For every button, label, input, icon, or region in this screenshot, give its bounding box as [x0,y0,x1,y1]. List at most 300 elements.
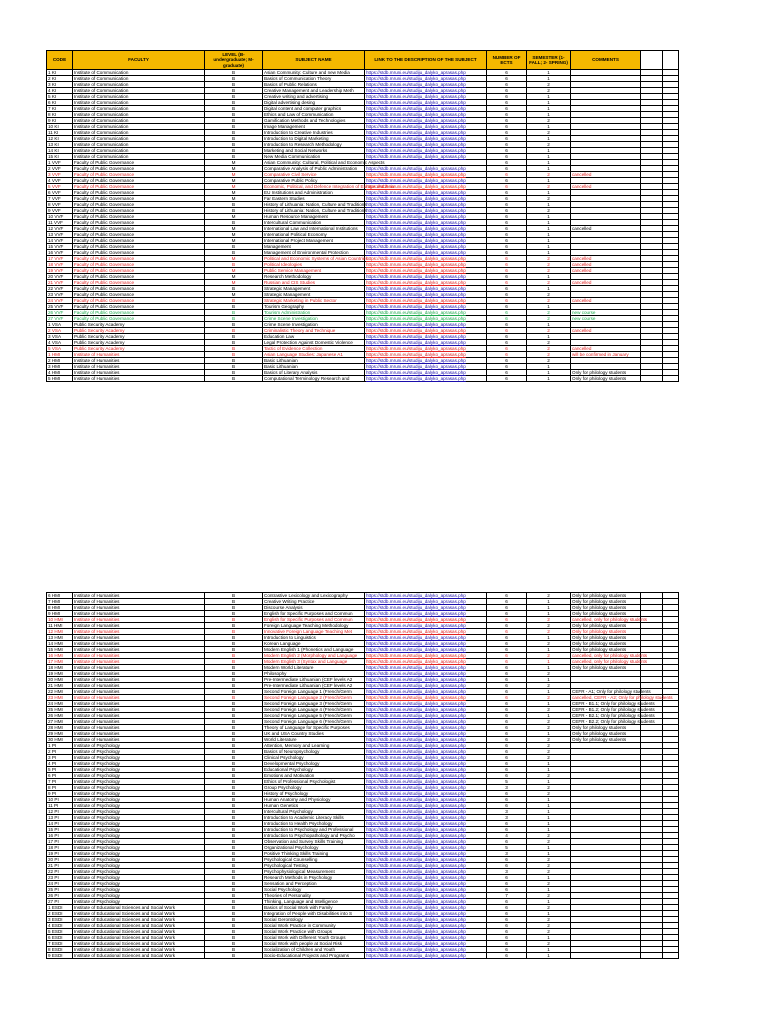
link-cell[interactable]: https://stdb.mruni.eu/studiju_dalyko_aprasas.php [365,94,487,100]
subject-cell: Asian Language Studies: Japanese A1 [263,352,365,358]
link-cell[interactable]: https://stdb.mruni.eu/studiju_dalyko_aprasas.php [365,929,487,935]
ects-cell: 6 [487,713,527,719]
comments-cell: cancelled, only for philology students [572,659,648,664]
semester-cell: 2 [527,917,571,923]
link-cell[interactable]: https://stdb.mruni.eu/studiju_dalyko_aprasas.php [365,701,487,707]
code-cell: 21 HMI [47,683,73,689]
subject-cell: Social Gerontology [263,917,365,923]
link-cell[interactable]: https://stdb.mruni.eu/studiju_dalyko_aprasas.php [365,268,487,274]
semester-cell: 1 [527,815,571,821]
link-cell[interactable]: https://stdb.mruni.eu/studiju_dalyko_aprasas.php [365,214,487,220]
ects-cell: 6 [487,232,527,238]
link-cell[interactable]: https://stdb.mruni.eu/studiju_dalyko_aprasas.php [365,232,487,238]
link-cell[interactable]: https://stdb.mruni.eu/studiju_dalyko_aprasas.php [365,761,487,767]
ects-cell: 6 [487,695,527,701]
link-cell[interactable]: https://stdb.mruni.eu/studiju_dalyko_aprasas.php [365,340,487,346]
code-cell: 9 HMI [47,611,73,617]
link-cell[interactable]: https://stdb.mruni.eu/studiju_dalyko_aprasas.php [365,130,487,136]
level-cell: B [205,112,263,118]
level-cell: M [205,160,263,166]
link-cell[interactable]: https://stdb.mruni.eu/studiju_dalyko_aprasas.php [365,743,487,749]
level-cell: B [205,731,263,737]
faculty-cell: Faculty of Public Governance [73,280,205,286]
level-cell: B [205,208,263,214]
subject-cell: Ethics and Law of Communication [263,112,365,118]
link-cell[interactable]: https://stdb.mruni.eu/studiju_dalyko_aprasas.php [365,623,487,629]
link-cell[interactable]: https://stdb.mruni.eu/studiju_dalyko_aprasas.php [365,322,487,328]
level-cell: B [205,202,263,208]
link-cell[interactable]: https://stdb.mruni.eu/studiju_dalyko_aprasas.php [365,899,487,905]
link-cell[interactable]: https://stdb.mruni.eu/studiju_dalyko_aprasas.php [365,953,487,959]
level-cell: B [205,142,263,148]
faculty-cell: Institute of Humanities [73,683,205,689]
link-cell[interactable]: https://stdb.mruni.eu/studiju_dalyko_aprasas.php [365,196,487,202]
semester-cell: 1 [527,160,571,166]
link-cell[interactable]: https://stdb.mruni.eu/studiju_dalyko_aprasas.php [365,689,487,695]
link-cell[interactable]: https://stdb.mruni.eu/studiju_dalyko_aprasas.php [365,905,487,911]
code-cell: 9 ESDI [47,953,73,959]
comments-cell: cancelled [571,298,641,304]
semester-cell: 2 [527,893,571,899]
level-cell: B [205,220,263,226]
ects-cell: 6 [487,953,527,959]
code-cell: 19 VVF [47,268,73,274]
link-cell[interactable]: https://stdb.mruni.eu/studiju_dalyko_aprasas.php [365,220,487,226]
ects-cell: 6 [487,256,527,262]
link-cell[interactable]: https://stdb.mruni.eu/studiju_dalyko_aprasas.php [365,370,487,376]
faculty-cell: Institute of Communication [73,112,205,118]
semester-cell: 1 [527,887,571,893]
code-cell: 27 PI [47,899,73,905]
level-cell: B [205,352,263,358]
link-cell[interactable]: https://stdb.mruni.eu/studiju_dalyko_aprasas.php [365,719,487,725]
faculty-cell: Institute of Communication [73,130,205,136]
link-cell[interactable]: https://stdb.mruni.eu/studiju_dalyko_aprasas.php [365,274,487,280]
link-cell[interactable]: https://stdb.mruni.eu/studiju_dalyko_aprasas.php [365,917,487,923]
level-cell: M [205,226,263,232]
ects-cell: 6 [487,863,527,869]
link-cell[interactable]: https://stdb.mruni.eu/studiju_dalyko_aprasas.php [365,893,487,899]
level-cell: B [205,953,263,959]
link-cell[interactable]: https://stdb.mruni.eu/studiju_dalyko_aprasas.php [365,202,487,208]
faculty-cell: Institute of Educational Sciences and Social Work [73,911,205,917]
semester-cell: 1 [527,124,571,130]
subject-cell: History of Lithuania: Nation, Culture and Traditions [264,202,367,207]
faculty-cell: Institute of Communication [73,94,205,100]
semester-cell: 2 [527,352,571,358]
link-cell[interactable]: https://stdb.mruni.eu/studiju_dalyko_aprasas.php [365,857,487,863]
subject-cell: New Media Communication [263,154,365,160]
ects-cell: 6 [487,178,527,184]
faculty-cell: Institute of Psychology [73,839,205,845]
ects-cell: 6 [487,376,527,382]
link-cell[interactable]: https://stdb.mruni.eu/studiju_dalyko_aprasas.php [365,629,487,635]
ects-cell: 6 [487,671,527,677]
semester-cell: 2 [527,172,571,178]
semester-cell: 2 [527,118,571,124]
comments-cell: Only for philology students [571,647,641,653]
code-cell: 7 PI [47,779,73,785]
link-cell[interactable]: https://stdb.mruni.eu/studiju_dalyko_aprasas.php [365,316,487,322]
ects-cell: 5 [487,845,527,851]
link-cell[interactable]: https://stdb.mruni.eu/studiju_dalyko_aprasas.php [365,881,487,887]
level-cell: B [205,82,263,88]
link-cell[interactable]: https://stdb.mruni.eu/studiju_dalyko_aprasas.php [365,118,487,124]
subject-cell: Basics of Communication Theory [263,76,365,82]
subject-cell: Tactic of Evidence Collection [263,346,365,352]
comments-cell: cancelled [571,184,641,190]
ects-cell: 6 [487,647,527,653]
subject-cell: Innovative Foreign Language Teaching Met [263,629,365,635]
ects-cell: 6 [487,683,527,689]
courses-table-2 [46,592,679,959]
link-cell[interactable]: https://stdb.mruni.eu/studiju_dalyko_aprasas.php [365,797,487,803]
code-cell: 24 VVF [47,298,73,304]
semester-cell: 1 [527,376,571,382]
link-cell[interactable]: https://stdb.mruni.eu/studiju_dalyko_aprasas.php [365,82,487,88]
link-cell[interactable]: https://stdb.mruni.eu/studiju_dalyko_aprasas.php [365,911,487,917]
level-cell: B [205,94,263,100]
link-cell[interactable]: https://stdb.mruni.eu/studiju_dalyko_aprasas.php [365,100,487,106]
ects-cell: 6 [487,659,527,665]
ects-cell: 4 [487,833,527,839]
faculty-cell: Institute of Educational Sciences and Social Work [73,905,205,911]
level-cell: B [205,154,263,160]
ects-cell: 6 [487,635,527,641]
link-cell[interactable]: https://stdb.mruni.eu/studiju_dalyko_aprasas.php [365,617,487,623]
link-cell[interactable]: https://stdb.mruni.eu/studiju_dalyko_aprasas.php [365,941,487,947]
level-cell: B [205,725,263,731]
faculty-cell: Faculty of Public Governance [73,196,205,202]
link-cell[interactable]: https://stdb.mruni.eu/studiju_dalyko_aprasas.php [365,683,487,689]
link-cell[interactable]: https://stdb.mruni.eu/studiju_dalyko_aprasas.php [365,292,487,298]
subject-cell: Introduction to Psychology and Professional [263,827,365,833]
comments-cell: CEFR - B2.2; Only for philology students [572,719,655,724]
comments-cell: cancelled [571,328,641,334]
code-cell: 7 HMI [47,599,73,605]
faculty-cell: Faculty of Public Governance [73,208,205,214]
level-cell: B [205,599,263,605]
link-cell[interactable]: https://stdb.mruni.eu/studiju_dalyko_aprasas.php [365,226,487,232]
faculty-cell: Institute of Educational Sciences and Social Work [73,929,205,935]
link-cell[interactable]: https://stdb.mruni.eu/studiju_dalyko_aprasas.php [365,298,487,304]
semester-cell: 2 [527,208,571,214]
link-cell[interactable]: https://stdb.mruni.eu/studiju_dalyko_aprasas.php [365,713,487,719]
level-cell: M [205,190,263,196]
link-cell[interactable]: https://stdb.mruni.eu/studiju_dalyko_aprasas.php [365,358,487,364]
link-cell[interactable]: https://stdb.mruni.eu/studiju_dalyko_aprasas.php [365,154,487,160]
link-cell[interactable]: https://stdb.mruni.eu/studiju_dalyko_aprasas.php [365,923,487,929]
subject-cell: Psychological Counselling [263,857,365,863]
subject-cell: Comparative Civil Service [263,172,365,178]
link-cell[interactable]: https://stdb.mruni.eu/studiju_dalyko_aprasas.php [365,791,487,797]
code-cell: 20 HMI [47,677,73,683]
link-cell[interactable]: https://stdb.mruni.eu/studiju_dalyko_aprasas.php [365,731,487,737]
link-cell[interactable]: https://stdb.mruni.eu/studiju_dalyko_aprasas.php [365,88,487,94]
subject-cell: Social Work Practice in Community [263,923,365,929]
link-cell[interactable]: https://stdb.mruni.eu/studiju_dalyko_aprasas.php [365,376,487,382]
semester-cell: 2 [527,346,571,352]
level-cell: B [205,767,263,773]
link-cell[interactable]: https://stdb.mruni.eu/studiju_dalyko_aprasas.php [365,148,487,154]
level-cell: B [205,893,263,899]
link-cell[interactable]: https://stdb.mruni.eu/studiju_dalyko_aprasas.php [365,635,487,641]
subject-cell: Crime Scene Investigation [263,322,365,328]
subject-cell: English for Specific Purposes and Commun [263,611,365,617]
link-cell[interactable]: https://stdb.mruni.eu/studiju_dalyko_aprasas.php [365,875,487,881]
link-cell[interactable]: https://stdb.mruni.eu/studiju_dalyko_aprasas.php [365,647,487,653]
comments-cell: Only for philology students [571,593,641,599]
link-cell[interactable]: https://stdb.mruni.eu/studiju_dalyko_aprasas.php [365,947,487,953]
subject-cell: Criminalistic Theory and Technique [263,328,365,334]
comments-cell: Only for philology students [571,611,641,617]
link-cell[interactable]: https://stdb.mruni.eu/studiju_dalyko_aprasas.php [365,286,487,292]
link-cell[interactable]: https://stdb.mruni.eu/studiju_dalyko_aprasas.php [365,136,487,142]
code-cell: 16 HMI [47,653,73,659]
semester-cell: 2 [527,623,571,629]
subject-cell: Basic Lithuanian [263,364,365,370]
link-cell[interactable]: https://stdb.mruni.eu/studiju_dalyko_aprasas.php [365,851,487,857]
link-cell[interactable]: https://stdb.mruni.eu/studiju_dalyko_aprasas.php [365,328,487,334]
faculty-cell: Institute of Humanities [73,605,205,611]
link-cell[interactable]: https://stdb.mruni.eu/studiju_dalyko_aprasas.php [365,725,487,731]
link-cell[interactable]: https://stdb.mruni.eu/studiju_dalyko_aprasas.php [365,821,487,827]
semester-cell: 1 [527,605,571,611]
link-cell[interactable]: https://stdb.mruni.eu/studiju_dalyko_aprasas.php [365,346,487,352]
link-cell[interactable]: https://stdb.mruni.eu/studiju_dalyko_aprasas.php [365,190,487,196]
subject-cell: Positive Thinking Skills Training [263,851,365,857]
ects-cell: 6 [487,725,527,731]
code-cell: 3 HMI [47,364,73,370]
subject-cell: Theories of Personality [263,893,365,899]
link-cell[interactable]: https://stdb.mruni.eu/studiju_dalyko_aprasas.php [365,767,487,773]
semester-cell: 2 [527,941,571,947]
link-cell[interactable]: https://stdb.mruni.eu/studiju_dalyko_aprasas.php [365,659,487,665]
code-cell: 12 PI [47,809,73,815]
empty-header-cell [663,51,679,70]
semester-cell: 1 [527,370,571,376]
ects-cell: 6 [487,274,527,280]
faculty-cell: Institute of Psychology [73,899,205,905]
semester-cell: 1 [527,100,571,106]
code-cell: 18 PI [47,845,73,851]
semester-cell: 2 [527,785,571,791]
link-cell[interactable]: https://stdb.mruni.eu/studiju_dalyko_aprasas.php [365,785,487,791]
link-cell[interactable]: https://stdb.mruni.eu/studiju_dalyko_aprasas.php [365,334,487,340]
link-cell[interactable]: https://stdb.mruni.eu/studiju_dalyko_aprasas.php [365,773,487,779]
semester-cell: 2 [527,130,571,136]
semester-cell: 1 [527,232,571,238]
level-cell: B [205,713,263,719]
code-cell: 8 ESDI [47,947,73,953]
link-cell[interactable]: https://stdb.mruni.eu/studiju_dalyko_aprasas.php [365,76,487,82]
faculty-cell: Public Security Academy [73,346,205,352]
subject-cell: Second Foreign Language 6 (French/Germ [263,719,365,725]
faculty-cell: Institute of Communication [73,136,205,142]
level-cell: B [205,737,263,743]
link-cell[interactable]: https://stdb.mruni.eu/studiju_dalyko_aprasas.php [365,737,487,743]
link-cell[interactable]: https://stdb.mruni.eu/studiju_dalyko_aprasas.php [365,304,487,310]
link-cell[interactable]: https://stdb.mruni.eu/studiju_dalyko_aprasas.php [365,671,487,677]
link-cell[interactable]: https://stdb.mruni.eu/studiju_dalyko_aprasas.php [365,815,487,821]
semester-cell: 1 [527,827,571,833]
link-cell[interactable]: https://stdb.mruni.eu/studiju_dalyko_aprasas.php [365,827,487,833]
faculty-cell: Institute of Humanities [73,352,205,358]
semester-cell: 2 [527,929,571,935]
subject-cell: Clinical Psychology [263,755,365,761]
code-cell: 12 HMI [47,629,73,635]
link-cell[interactable]: https://stdb.mruni.eu/studiju_dalyko_aprasas.php [365,863,487,869]
link-cell[interactable]: https://stdb.mruni.eu/studiju_dalyko_aprasas.php [365,244,487,250]
code-cell: 4 KI [47,88,73,94]
subject-cell: Creative Management and Leadership Meth [263,88,365,94]
code-cell: 5 PI [47,767,73,773]
link-cell[interactable]: https://stdb.mruni.eu/studiju_dalyko_aprasas.php [365,845,487,851]
link-cell[interactable]: https://stdb.mruni.eu/studiju_dalyko_aprasas.php [365,364,487,370]
ects-cell: 6 [487,761,527,767]
code-cell: 11 KI [47,130,73,136]
link-cell[interactable]: https://stdb.mruni.eu/studiju_dalyko_aprasas.php [365,641,487,647]
subject-cell: Socio-Educational Projects and Programs [263,953,365,959]
comments-cell: cancelled [571,346,641,352]
ects-cell: 6 [487,292,527,298]
subject-cell: Legal Protection Against Domestic Violence [263,340,365,346]
faculty-cell: Faculty of Public Governance [73,262,205,268]
level-cell: B [205,881,263,887]
level-cell: B [205,70,263,76]
semester-cell: 1 [527,761,571,767]
link-cell[interactable]: https://stdb.mruni.eu/studiju_dalyko_aprasas.php [365,172,487,178]
level-cell: B [205,118,263,124]
semester-cell: 1 [527,809,571,815]
link-cell[interactable]: https://stdb.mruni.eu/studiju_dalyko_aprasas.php [365,665,487,671]
code-cell: 5 VSA [47,346,73,352]
link-cell[interactable]: https://stdb.mruni.eu/studiju_dalyko_aprasas.php [365,599,487,605]
subject-cell: Organizational Psychology [263,845,365,851]
link-cell[interactable]: https://stdb.mruni.eu/studiju_dalyko_aprasas.php [365,184,487,190]
level-cell: B [205,839,263,845]
ects-cell: 6 [487,743,527,749]
comments-cell: Only for philology students [571,725,641,731]
comments-cell: cancelled [571,226,641,232]
faculty-cell: Institute of Humanities [73,725,205,731]
faculty-cell: Faculty of Public Governance [73,160,205,166]
link-cell[interactable]: https://stdb.mruni.eu/studiju_dalyko_aprasas.php [365,124,487,130]
level-cell: B [205,827,263,833]
semester-cell: 1 [527,226,571,232]
link-cell[interactable]: https://stdb.mruni.eu/studiju_dalyko_aprasas.php [365,112,487,118]
ects-cell: 6 [487,352,527,358]
link-cell[interactable]: https://stdb.mruni.eu/studiju_dalyko_aprasas.php [365,611,487,617]
link-cell[interactable]: https://stdb.mruni.eu/studiju_dalyko_aprasas.php [365,803,487,809]
faculty-cell: Institute of Educational Sciences and Social Work [73,935,205,941]
faculty-cell: Institute of Psychology [73,857,205,863]
ects-cell: 6 [487,665,527,671]
level-cell: M [205,238,263,244]
link-cell[interactable]: https://stdb.mruni.eu/studiju_dalyko_aprasas.php [365,280,487,286]
code-cell: 21 VVF [47,280,73,286]
link-cell[interactable]: https://stdb.mruni.eu/studiju_dalyko_aprasas.php [365,70,487,76]
semester-cell: 1 [527,635,571,641]
link-cell[interactable]: https://stdb.mruni.eu/studiju_dalyko_aprasas.php [365,869,487,875]
link-cell[interactable]: https://stdb.mruni.eu/studiju_dalyko_aprasas.php [365,238,487,244]
subject-cell: Attention, Memory and Learning [263,743,365,749]
link-cell[interactable]: https://stdb.mruni.eu/studiju_dalyko_aprasas.php [365,839,487,845]
semester-cell: 2 [527,863,571,869]
link-cell[interactable]: https://stdb.mruni.eu/studiju_dalyko_aprasas.php [365,310,487,316]
semester-cell: 1 [527,202,571,208]
level-cell: B [205,653,263,659]
code-cell: 7 KI [47,106,73,112]
subject-cell: Modern English 1 (Phonetics and Language [263,647,365,653]
semester-cell: 1 [527,286,571,292]
level-cell: M [205,196,263,202]
link-cell[interactable]: https://stdb.mruni.eu/studiju_dalyko_aprasas.php [365,250,487,256]
link-cell[interactable]: https://stdb.mruni.eu/studiju_dalyko_aprasas.php [365,755,487,761]
link-cell[interactable]: https://stdb.mruni.eu/studiju_dalyko_aprasas.php [365,352,487,358]
link-cell[interactable]: https://stdb.mruni.eu/studiju_dalyko_aprasas.php [365,749,487,755]
link-cell[interactable]: https://stdb.mruni.eu/studiju_dalyko_aprasas.php [365,178,487,184]
subject-cell: Political and Economic Systems of Asian Countries [264,256,368,261]
faculty-cell: Institute of Humanities [73,629,205,635]
link-cell[interactable]: https://stdb.mruni.eu/studiju_dalyko_aprasas.php [365,833,487,839]
link-cell[interactable]: https://stdb.mruni.eu/studiju_dalyko_aprasas.php [365,695,487,701]
link-cell[interactable]: https://stdb.mruni.eu/studiju_dalyko_aprasas.php [365,779,487,785]
link-cell[interactable]: https://stdb.mruni.eu/studiju_dalyko_aprasas.php [365,262,487,268]
semester-cell: 2 [527,328,571,334]
link-cell[interactable]: https://stdb.mruni.eu/studiju_dalyko_aprasas.php [365,106,487,112]
link-cell[interactable]: https://stdb.mruni.eu/studiju_dalyko_aprasas.php [365,605,487,611]
link-cell[interactable]: https://stdb.mruni.eu/studiju_dalyko_aprasas.php [365,208,487,214]
faculty-cell: Institute of Communication [73,76,205,82]
subject-cell: Strategic Management [263,286,365,292]
table-body-2 [47,593,679,959]
faculty-cell: Institute of Psychology [73,869,205,875]
link-cell[interactable]: https://stdb.mruni.eu/studiju_dalyko_aprasas.php [365,707,487,713]
link-cell[interactable]: https://stdb.mruni.eu/studiju_dalyko_aprasas.php [365,935,487,941]
semester-cell: 1 [527,166,571,172]
link-cell[interactable]: https://stdb.mruni.eu/studiju_dalyko_aprasas.php [365,256,487,262]
level-cell: B [205,334,263,340]
ects-cell: 6 [487,923,527,929]
subject-cell: Korean Language [263,641,365,647]
link-cell[interactable]: https://stdb.mruni.eu/studiju_dalyko_aprasas.php [365,142,487,148]
semester-cell: 1 [527,899,571,905]
link-cell[interactable]: https://stdb.mruni.eu/studiju_dalyko_aprasas.php [365,593,487,599]
faculty-cell: Faculty of Public Governance [73,166,205,172]
link-cell[interactable]: https://stdb.mruni.eu/studiju_dalyko_aprasas.php [365,653,487,659]
level-cell: M [205,172,263,178]
faculty-cell: Faculty of Public Governance [73,298,205,304]
level-cell: B [205,743,263,749]
code-cell: 20 VVF [47,274,73,280]
subject-cell: History of Psychology [263,791,365,797]
code-cell: 13 VVF [47,232,73,238]
link-cell[interactable]: https://stdb.mruni.eu/studiju_dalyko_aprasas.php [365,677,487,683]
link-cell[interactable]: https://stdb.mruni.eu/studiju_dalyko_aprasas.php [365,809,487,815]
subject-cell: Sensation and Perception [263,881,365,887]
ects-cell: 6 [487,707,527,713]
link-cell[interactable]: https://stdb.mruni.eu/studiju_dalyko_aprasas.php [365,887,487,893]
faculty-cell: Institute of Humanities [73,376,205,382]
subject-cell: Creative Writing Practice [263,599,365,605]
semester-cell: 1 [527,611,571,617]
link-cell[interactable]: https://stdb.mruni.eu/studiju_dalyko_aprasas.php [365,166,487,172]
faculty-cell: Faculty of Public Governance [73,214,205,220]
ects-cell: 6 [487,857,527,863]
faculty-cell: Public Security Academy [73,322,205,328]
empty-cell [663,376,679,382]
